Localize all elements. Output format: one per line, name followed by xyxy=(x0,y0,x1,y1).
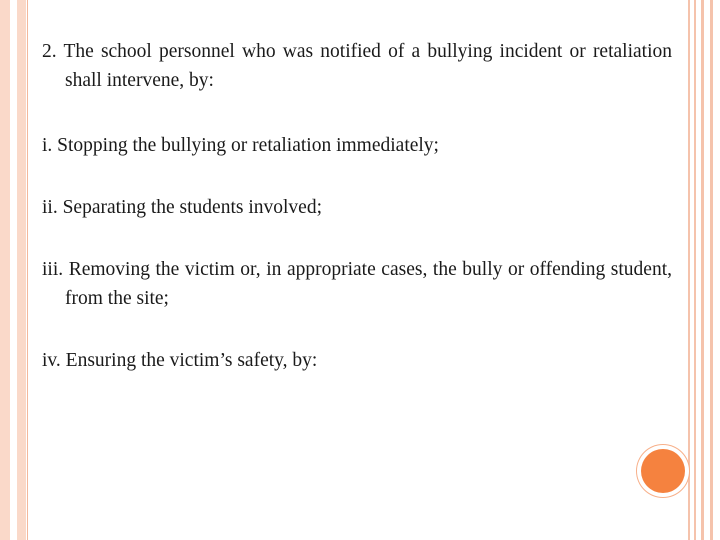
left-border-stripe xyxy=(10,0,17,540)
left-edge-line xyxy=(27,0,28,540)
right-decorative-line xyxy=(710,0,713,540)
list-item: ii. Separating the students involved; xyxy=(42,197,322,218)
right-decorative-line xyxy=(694,0,696,540)
right-decorative-line xyxy=(701,0,704,540)
slide-body xyxy=(42,37,672,375)
list-item: i. Stopping the bullying or retaliation immediately; xyxy=(42,135,439,156)
right-decorative-line xyxy=(688,0,690,540)
list-item: iv. Ensuring the victim’s safety, by: xyxy=(42,350,318,371)
list-item: 2. The school personnel who was notified of a bullying incident or retaliation shall intervene, by: xyxy=(42,41,672,91)
list-item: iii. Removing the victim or, in appropriate cases, the bully or offending student, from the site; xyxy=(42,259,672,309)
orange-circle-ornament xyxy=(641,449,685,493)
